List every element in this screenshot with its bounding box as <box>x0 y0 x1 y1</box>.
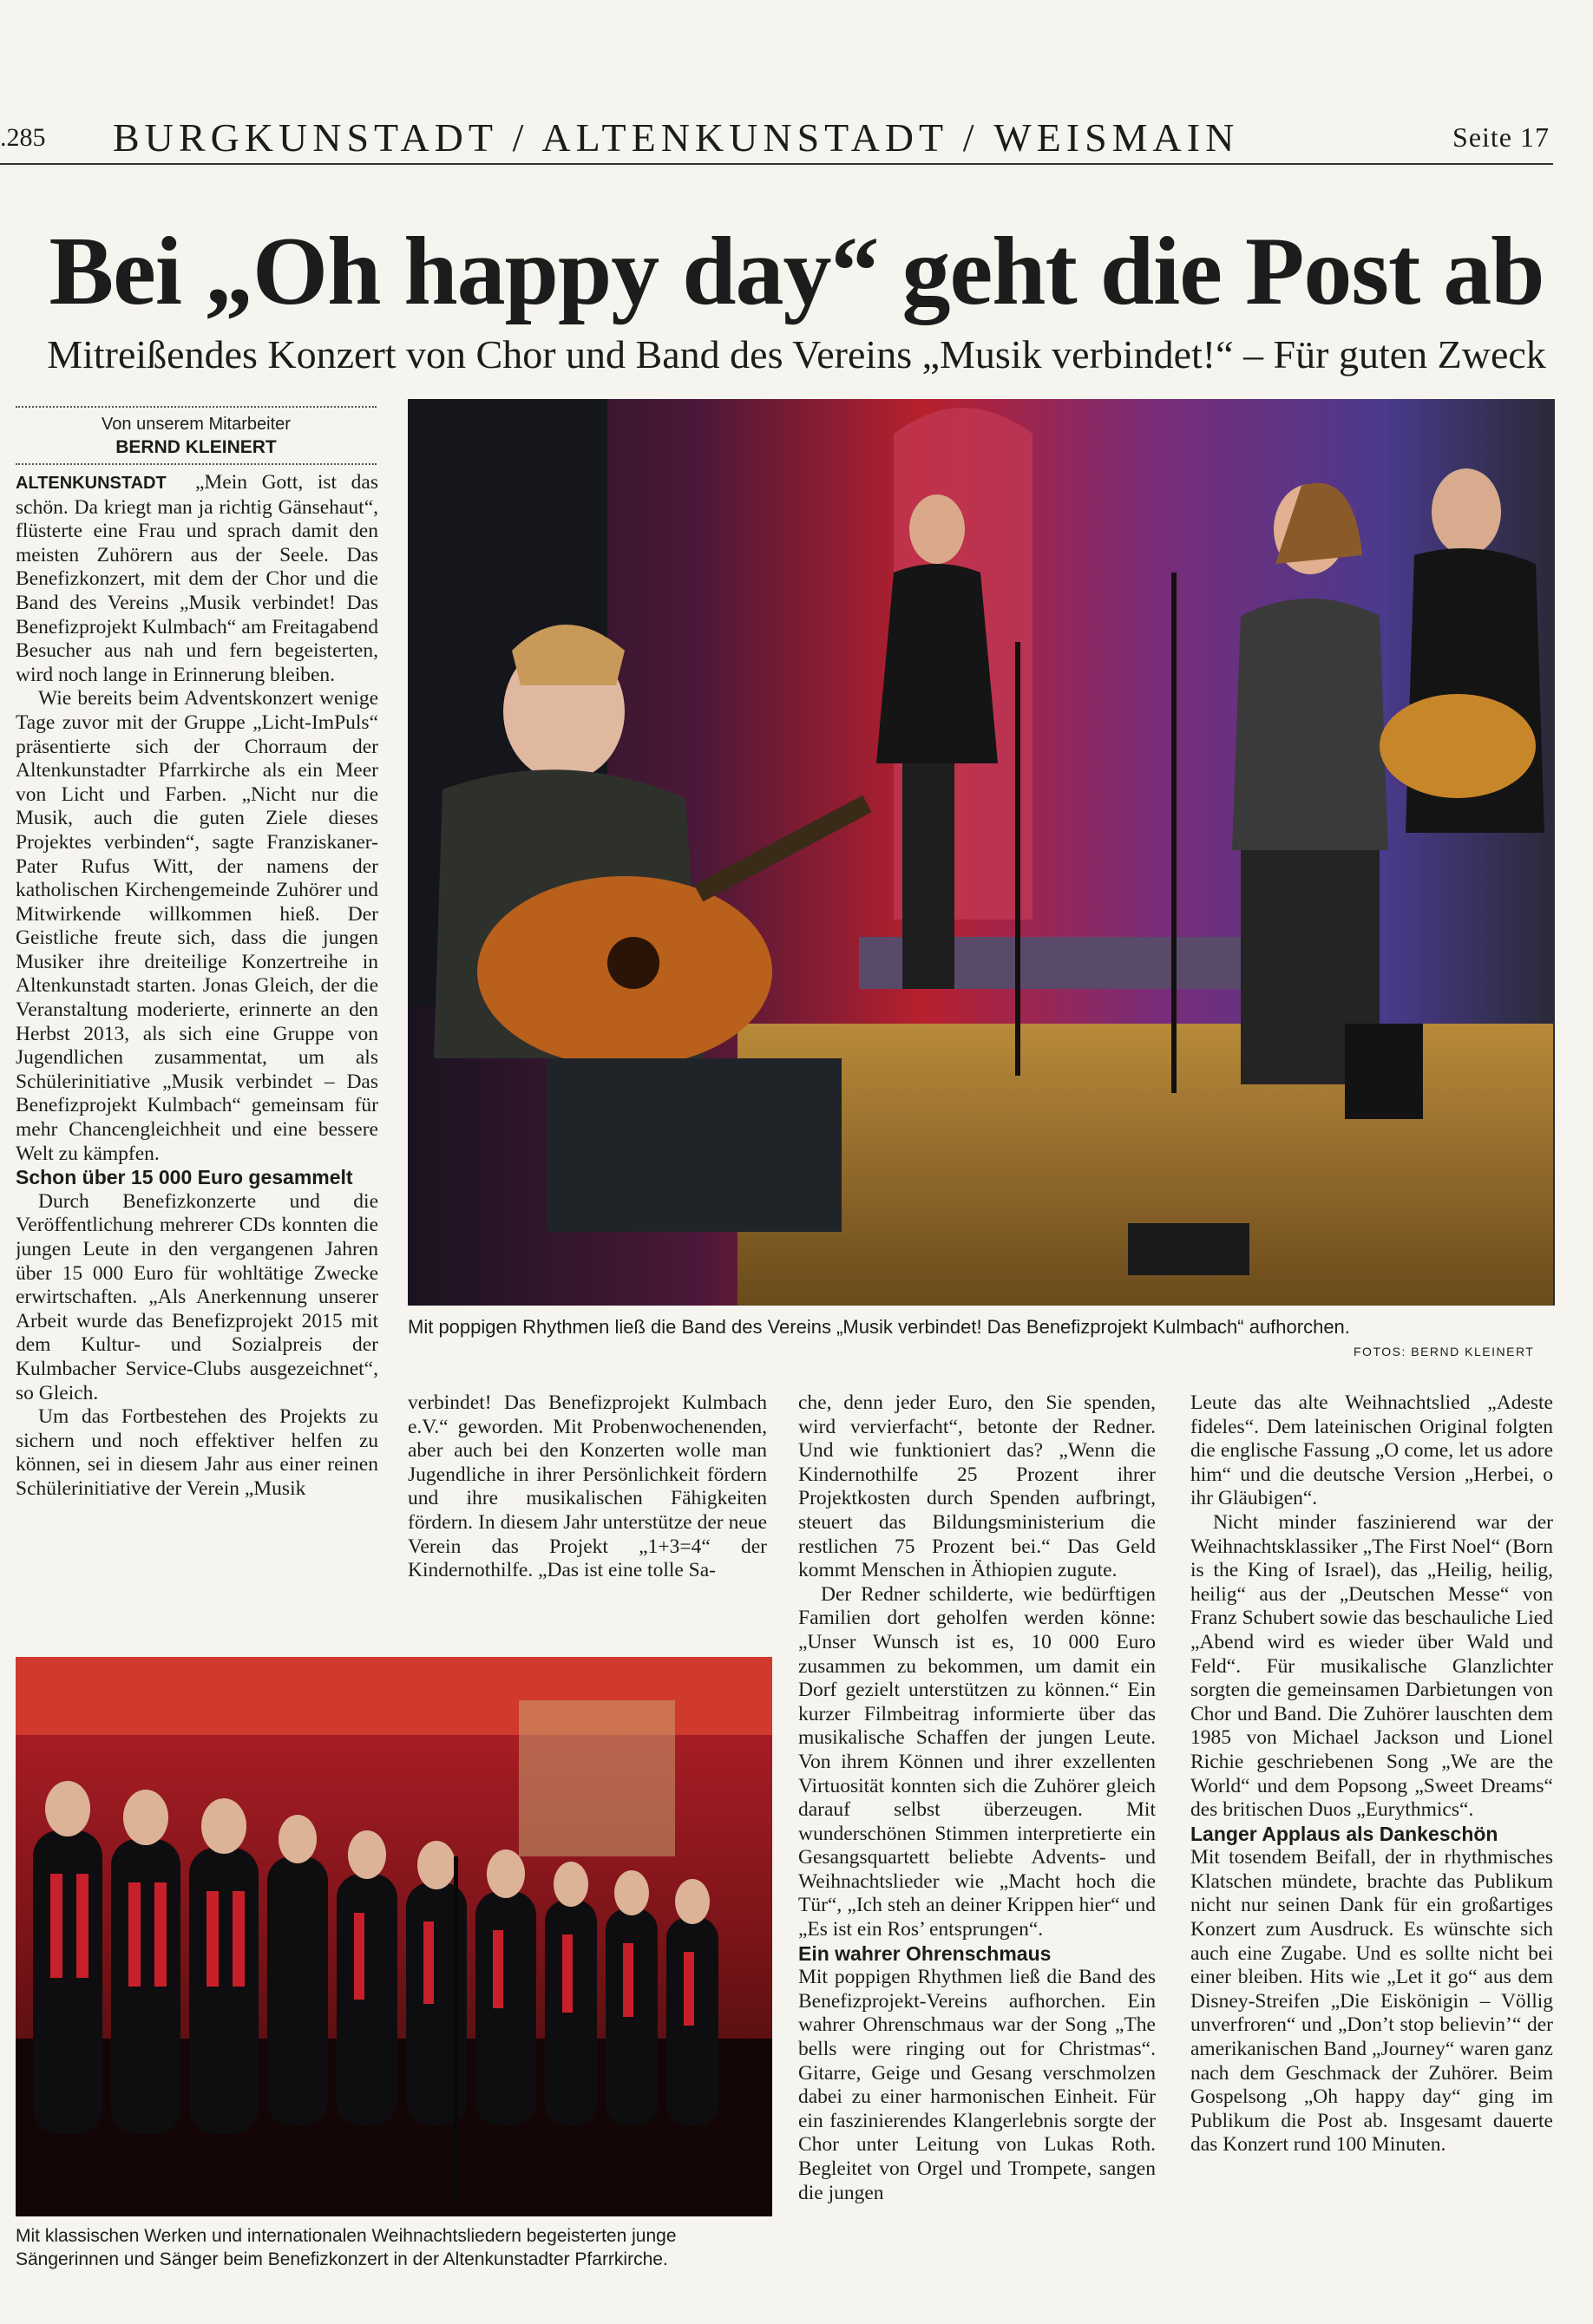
column-3 <box>798 1391 1156 2302</box>
column-2 <box>408 1391 767 1608</box>
column-1 <box>16 471 378 1726</box>
byline-rule-top <box>16 406 377 408</box>
column-4 <box>1190 1391 1553 2302</box>
paragraph: che, denn jeder Euro, den Sie spenden, wird vervierfacht“, betonte der Redner. Und wie funktioniert das? „Wenn die Kindernothilfe 25 Prozent ihrer Projektkosten durch Spenden aufbringt, steuert das Bildungsministerium die restlichen 75 Prozent bei.“ Das Geld kommt Menschen in Äthiopien zugute. <box>798 1391 1156 1582</box>
choir-photo <box>16 1657 772 2216</box>
subheading: Schon über 15 000 Euro gesammelt <box>16 1166 353 1189</box>
byline-intro: Von unserem Mitarbeiter <box>102 415 291 434</box>
paragraph <box>16 471 378 687</box>
dateline: ALTENKUNSTADT <box>16 474 167 493</box>
paragraph: verbindet! Das Benefizprojekt Kulmbach e.V.“ geworden. Mit Probenwochenenden, aber auch bei den Konzerten wolle man Jugendliche in ihrer Persönlichkeit fördern und ihre musikalischen Fähigkeiten fördern. In diesem Jahr unterstütze der neue Verein das Projekt „1+3=4“ der Kindernothilfe. „Das ist eine tolle Sa- <box>408 1391 767 1582</box>
paragraph: Durch Benefizkonzerte und die Veröffentlichung mehrerer CDs konnten die jungen Leute in den vergangenen Jahren über 15 000 Euro für wohltätige Zwecke erwirtschaften. „Als Anerkennung unserer Arbeit wurde das Benefizprojekt 2015 mit dem Kultur- und Sozialpreis der Kulmbacher Service-Clubs ausgezeichnet“, so Gleich. <box>16 1189 378 1404</box>
paragraph-text: „Mein Gott, ist das schön. Da kriegt man ja richtig Gänsehaut“, flüsterte eine Frau und sprach damit den meisten Zuhörern aus der Seele. Das Benefizkonzert, mit dem der Chor und die Band des Vereins „Musik verbindet! Das Benefizprojekt Kulmbach“ am Freitagabend Besucher aus nah und fern begeisterten, wird noch lange in Erinnerung bleiben. <box>16 471 378 686</box>
photo-credit: FOTOS: BERND KLEINERT <box>1354 1345 1535 1358</box>
subheading: Ein wahrer Ohrenschmaus <box>798 1941 1052 1965</box>
paragraph: Nicht minder faszinierend war der Weihnachtsklassiker „The First Noel“ (Born is the King of Israel), das „Heilig, heilig, heilig“ aus der „Deutschen Messe“ von Franz Schubert sowie das beschauliche Lied „Abend wird es wieder über Wald und Feld“. Für musikalische Glanzlichter sorgten die gemeinsamen Darbietungen von Chor und Band. Die Zuhörer lauschten dem 1985 von Michael Jackson und Lionel Richie geschriebenen Song „We are the World“ und dem Popsong „Sweet Dreams“ des britischen Duos „Eurythmics“. <box>1190 1510 1553 1822</box>
choir-photo-caption: Mit klassischen Werken und internationalen Weihnachtsliedern begeisterten junge Sängerinnen und Sänger beim Benefizkonzert in der Altenkunstadter Pfarrkirche. <box>16 2226 677 2269</box>
band-photo-caption: Mit poppigen Rhythmen ließ die Band des Vereins „Musik verbindet! Das Benefizprojekt Kulmbach“ aufhorchen. <box>408 1316 1350 1338</box>
byline-rule-bottom <box>16 463 377 465</box>
paragraph: Leute das alte Weihnachtslied „Adeste fideles“. Dem lateinischen Original folgten die englische Fassung „O come, let us adore him“ und die deutsche Version „Herbei, o ihr Gläubigen“. <box>1190 1391 1553 1510</box>
paragraph: Mit tosendem Beifall, der in rhythmisches Klatschen mündete, brachte das Publikum nicht nur seinen Dank für ein großartiges Konzert zum Ausdruck. Es wünschte sich auch eine Zugabe. Und es sollte nicht bei einer bleiben. Hits wie „Let it go“ aus dem Disney-Streifen „Die Eiskönigin – Völlig unverfroren“ und „Don’t stop believin’“ der amerikanischen Band „Journey“ waren ganz nach dem Geschmack der Zuhörer. Beim Gospelsong „Oh happy day“ ging im Publikum die Post ab. Insgesamt dauerte das Konzert rund 100 Minuten. <box>1190 1846 1553 2157</box>
paragraph: Um das Fortbestehen des Projekts zu sichern und noch effektiver helfen zu können, sei in diesem Jahr aus einer reinen Schülerinitiative der Verein „Musik <box>16 1405 378 1500</box>
byline-author: BERND KLEINERT <box>115 437 277 457</box>
paragraph: Der Redner schilderte, wie bedürftigen Familien dort geholfen werden könne: „Unser Wunsch ist es, 10 000 Euro zusammen zu bekommen, um damit ein Dorf gezielt unterstützen zu können.“ Ein kurzer Filmbeitrag informierte über das musikalische Schaffen der jungen Leute. Von ihrem Können und ihrer exzellenten Virtuosität konnten sich die Zuhörer gleich darauf selbst überzeugen. Mit wunderschönen Stimmen interpretierte ein Gesangsquartett beliebte Advents- und Weihnachtslieder wie „Macht hoch die Tür“, „Ich steh an deiner Krippen hier“ und „Es ist ein Ros’ entsprungen“. <box>798 1582 1156 1941</box>
page-number-fragment: .285 <box>0 123 46 152</box>
subheadline: Mitreißendes Konzert von Chor und Band des Vereins „Musik verbindet!“ – Für guten Zweck <box>47 332 1546 376</box>
paragraph: Wie bereits beim Adventskonzert wenige Tage zuvor mit der Gruppe „Licht-ImPuls“ präsentierte sich der Chorraum der Altenkunstadter Pfarrkirche als ein Meer von Licht und Farben. „Nicht nur die Musik, auch die guten Ziele dieses Projektes verbinden“, sagte Franziskaner-Pater Rufus Witt, der namens der katholischen Kirchengemeinde Zuhörer und Mitwirkende willkommen hieß. Der Geistliche freute sich, dass die jungen Musiker ihre dreiteilige Konzertreihe in Altenkunstadt starten. Jonas Gleich, der die Veranstaltung moderierte, erinnerte an den Herbst 2013, als sich eine Gruppe von Jugendlichen zusammentat, um als Schülerinitiative „Musik verbindet – Das Benefizprojekt Kulmbach“ gemeinsam für mehr Chancengleichheit und eine bessere Welt zu kämpfen. <box>16 687 378 1165</box>
headline: Bei „Oh happy day“ geht die Post ab <box>49 218 1544 325</box>
subheading: Langer Applaus als Dankeschön <box>1190 1822 1498 1845</box>
paragraph: Mit poppigen Rhythmen ließ die Band des Benefizprojekt-Vereins aufhorchen. Ein wahrer Ohrenschmaus war der Song „The bells were ringing out for Christmas“. Gitarre, Geige und Gesang verschmolzen dabei zu einer harmonischen Einheit. Für ein faszinierendes Klangerlebnis sorgte der Chor unter Leitung von Lukas Roth. Begleitet von Orgel und Trompete, sangen die jungen <box>798 1966 1156 2204</box>
page-number: Seite 17 <box>1452 121 1550 153</box>
header-rule <box>0 163 1553 165</box>
band-photo <box>408 399 1555 1306</box>
section-title: BURGKUNSTADT / ALTENKUNSTADT / WEISMAIN <box>113 115 1240 160</box>
